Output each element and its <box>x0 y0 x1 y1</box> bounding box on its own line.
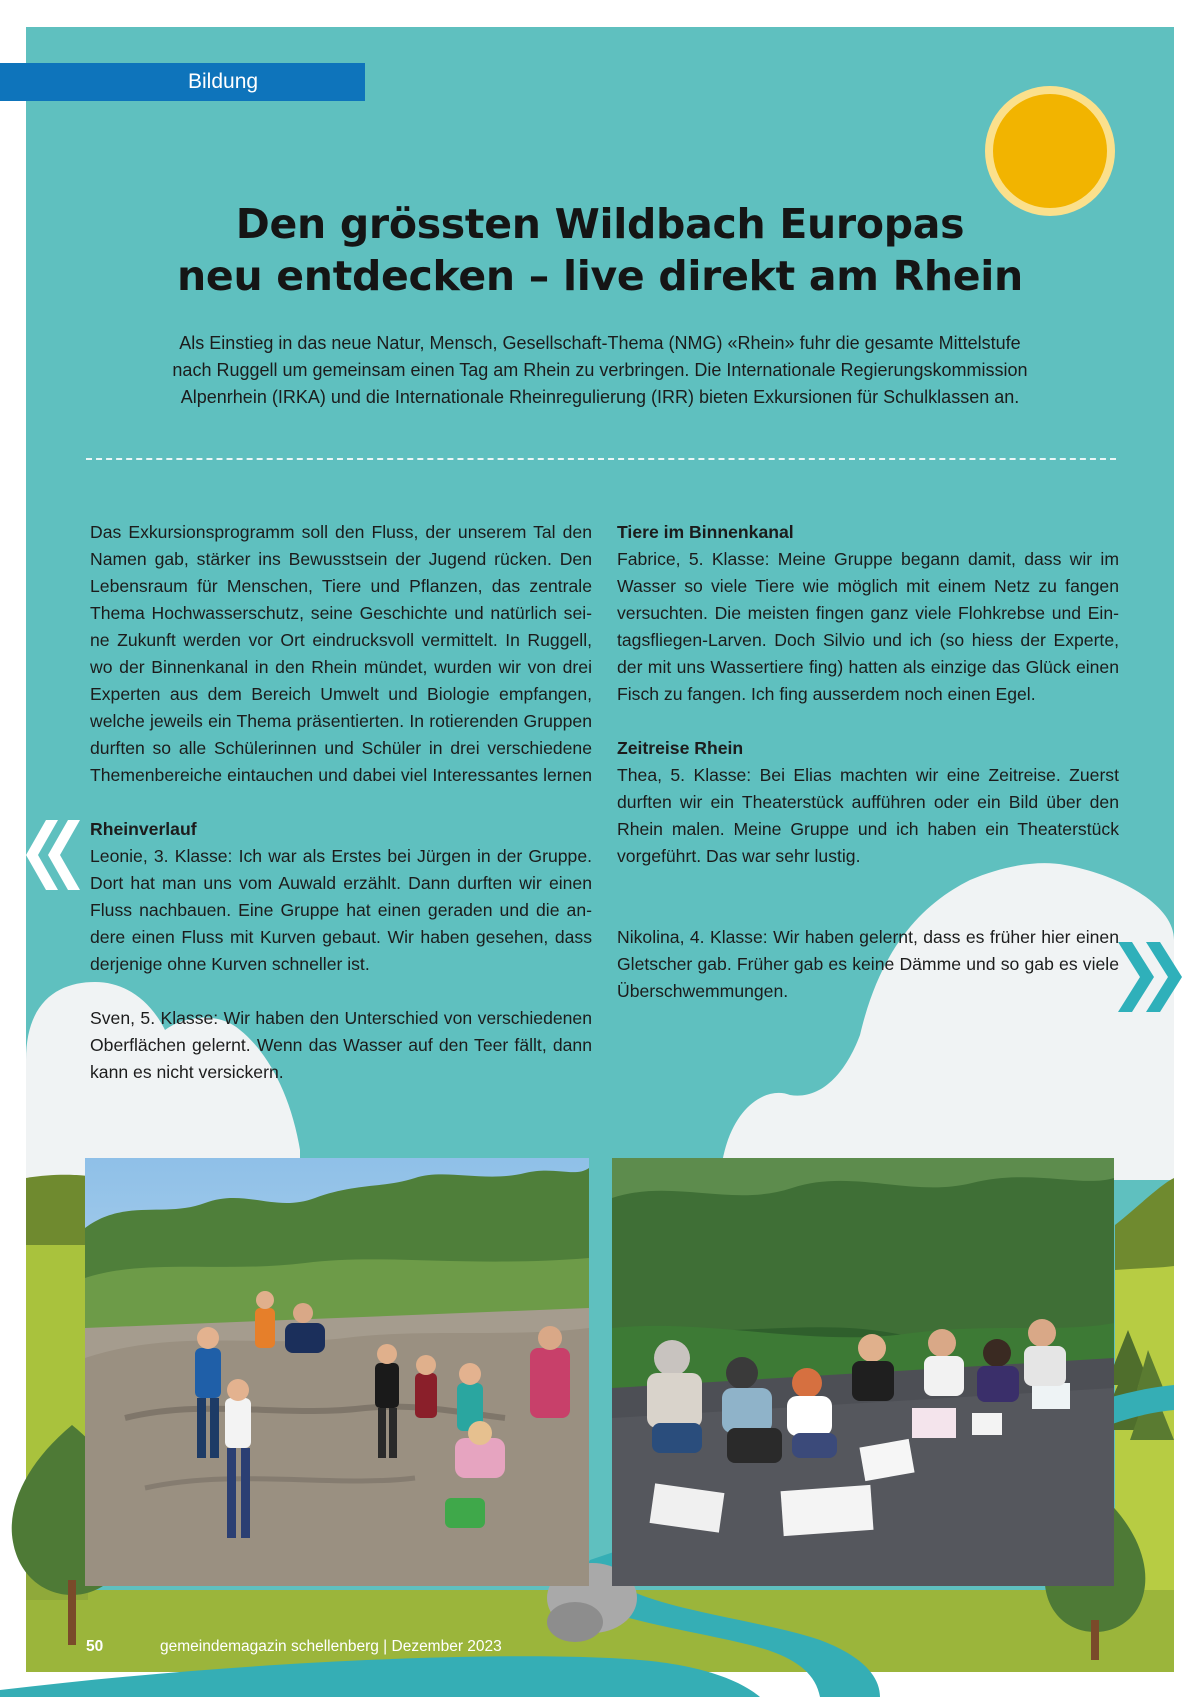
text-line: Fluss nachbauen. Eine Gruppe hat einen geraden und die an- <box>90 900 592 920</box>
right-column <box>617 519 1119 1005</box>
text-line: Nikolina, 4. Klasse: Wir haben gelernt, dass es früher hier einen <box>617 927 1119 947</box>
dashed-divider <box>86 458 1116 460</box>
text-line: Gletscher gab. Früher gab es keine Dämme und so gab es viele <box>617 954 1119 974</box>
text-line: Fisch zu fangen. Ich fing ausserdem noch einen Egel. <box>617 684 1036 704</box>
text-line: wo der Binnenkanal in den Rhein mündet, wurden wir von drei <box>90 657 592 677</box>
sun-icon <box>985 86 1115 216</box>
text-line: vorgeführt. Das war sehr lustig. <box>617 846 861 866</box>
quote-open-icon <box>24 820 80 890</box>
text-line: Sven, 5. Klasse: Wir haben den Unterschied von verschiedenen <box>90 1008 592 1028</box>
subheading-text: Rheinverlauf <box>90 819 197 839</box>
photo-excursion-riverbank <box>85 1158 589 1586</box>
article-lead <box>110 330 1090 411</box>
text-line: der mit uns Wassertiere fing) hatten als einzige das Glück einen <box>617 657 1119 677</box>
lead-line: Als Einstieg in das neue Natur, Mensch, Gesellschaft-Thema (NMG) «Rhein» fuhr die gesamte Mittelstufe <box>179 333 1021 353</box>
text-line: Dort hat man uns vom Auwald erzählt. Dann durften wir einen <box>90 873 592 893</box>
text-line: ne Zukunft werden vor Ort eindrucksvoll vermittelt. In Ruggell, <box>90 630 592 650</box>
section-tag-label: Bildung <box>188 70 259 93</box>
text-line: Lebensraum für Menschen, Tiere und Pflanzen, das zentrale <box>90 576 592 596</box>
section-tag <box>0 63 365 101</box>
text-line: kann es nicht versickern. <box>90 1062 284 1082</box>
text-line: durften wir ein Theaterstück aufführen oder ein Bild über den <box>617 792 1119 812</box>
article-title <box>100 198 1100 302</box>
text-line: Themenbereiche eintauchen und dabei viel Interessantes lernen <box>90 765 592 785</box>
subheading-text: Zeitreise Rhein <box>617 738 744 758</box>
left-column <box>90 519 592 1086</box>
text-line: durften so alle Schülerinnen und Schüler in drei verschiedene <box>90 738 592 758</box>
tree-icon <box>68 1580 76 1645</box>
text-line: Thea, 5. Klasse: Bei Elias machten wir eine Zeitreise. Zuerst <box>617 765 1119 785</box>
magazine-footer: gemeindemagazin schellenberg | Dezember 2023 <box>160 1638 502 1655</box>
text-line: Wasser so viele Tiere wie möglich mit einem Netz zu fangen <box>617 576 1119 596</box>
text-line: Überschwemmungen. <box>617 981 789 1001</box>
text-line: Rhein malen. Meine Gruppe und ich haben ein Theaterstück <box>617 819 1119 839</box>
photo-excursion-worksheets <box>612 1158 1114 1586</box>
subheading-tiere <box>617 519 1119 546</box>
text-line: welche jeweils ein Thema präsentierten. In rotierenden Gruppen <box>90 711 592 731</box>
lead-line: Alpenrhein (IRKA) und die Internationale Rheinregulierung (IRR) bieten Exkursionen für Schulklassen an. <box>180 387 1020 407</box>
tree-icon <box>1091 1620 1099 1660</box>
title-line: Den grössten Wildbach Europas <box>235 200 965 248</box>
lead-line: nach Ruggell um gemeinsam einen Tag am Rhein zu verbringen. Die Internationale Regierungskommission <box>172 360 1028 380</box>
subheading-rheinverlauf <box>90 816 592 843</box>
page-number: 50 <box>86 1638 104 1655</box>
text-line: tagsfliegen-Larven. Doch Silvio und ich (so hiess der Experte, <box>617 630 1119 650</box>
text-line: derjenige ohne Kurven schneller ist. <box>90 954 370 974</box>
subheading-zeitreise <box>617 735 1119 762</box>
title-line: neu entdecken – live direkt am Rhein <box>177 252 1023 300</box>
text-line: Leonie, 3. Klasse: Ich war als Erstes bei Jürgen in der Gruppe. <box>90 846 592 866</box>
text-line: Das Exkursionsprogramm soll den Fluss, der unserem Tal den <box>90 522 592 542</box>
text-line: Thema Hochwasserschutz, seine Geschichte und natürlich sei- <box>90 603 592 623</box>
rock-icon <box>547 1602 603 1642</box>
text-line: Fabrice, 5. Klasse: Meine Gruppe begann damit, dass wir im <box>617 549 1119 569</box>
text-line: dere einen Fluss mit Kurven gebaut. Wir haben gesehen, dass <box>90 927 592 947</box>
quote-close-icon <box>1116 942 1186 1012</box>
text-line: Namen gab, stärker ins Bewusstsein der Jugend rücken. Den <box>90 549 592 569</box>
text-line: versuchten. Die meisten fingen ganz viele Flohkrebse und Ein- <box>617 603 1119 623</box>
text-line: Oberflächen gelernt. Wenn das Wasser auf den Teer fällt, dann <box>90 1035 592 1055</box>
subheading-text: Tiere im Binnenkanal <box>617 522 794 542</box>
text-line: Experten aus dem Bereich Umwelt und Biologie empfangen, <box>90 684 592 704</box>
